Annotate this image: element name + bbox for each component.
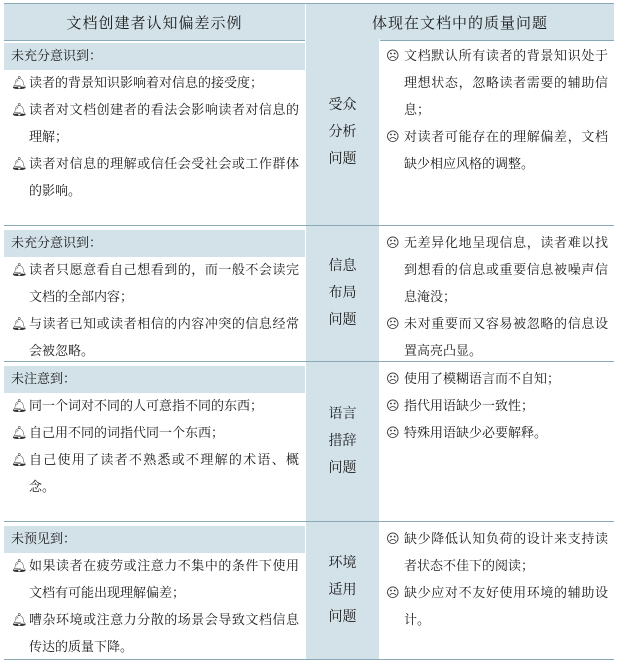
list-item: 🔔︎ 嘈杂环境或注意力分散的场景会导致文档信息传达的质量下降。 xyxy=(11,607,299,661)
category-label: 信息布局问题 xyxy=(328,258,357,328)
list-item: ☹ 缺少应对不友好使用环境的辅助设计。 xyxy=(386,580,608,634)
bell-icon: 🔔︎ xyxy=(11,157,28,172)
table-row xyxy=(4,522,614,660)
list-item: ☹ 特殊用语缺少必要解释。 xyxy=(386,420,608,447)
list-item: 🔔︎ 读者对信息的理解或信任会受社会或工作群体的影响。 xyxy=(11,151,299,205)
list-item: ☹ 文档默认所有读者的背景知识处于理想状态，忽略读者需要的辅助信息； xyxy=(386,43,608,124)
list-item: 🔔︎ 同一个词对不同的人可意指不同的东西； xyxy=(11,393,299,420)
bias-headline: 未注意到： xyxy=(4,366,305,393)
table-row xyxy=(4,362,614,522)
table-row xyxy=(4,226,614,362)
list-item: 🔔︎ 如果读者在疲劳或注意力不集中的条件下使用文档有可能出现理解偏差； xyxy=(11,553,299,607)
list-item: 🔔︎ 读者只愿意看自己想看到的，而一般不会读完文档的全部内容； xyxy=(11,257,299,311)
category-cell xyxy=(305,226,380,361)
list-item: 🔔︎ 与读者已知或读者相信的内容冲突的信息经常会被忽略。 xyxy=(11,311,299,365)
list-item: ☹ 未对重要而又容易被忽略的信息设置高亮凸显。 xyxy=(386,311,608,365)
list-item: ☹ 对读者可能存在的理解偏差，文档缺少相应风格的调整。 xyxy=(386,124,608,178)
bias-headline: 未充分意识到： xyxy=(4,230,305,257)
list-item: ☹ 无差异化地呈现信息，读者难以找到想看的信息或重要信息被噪声信息淹没； xyxy=(386,230,608,311)
bias-cell xyxy=(4,39,305,225)
issue-cell xyxy=(380,522,614,659)
frown-face-icon: ☹ xyxy=(386,49,400,64)
bell-icon: 🔔︎ xyxy=(11,263,28,278)
category-label: 环境适用问题 xyxy=(328,555,357,625)
bell-icon: 🔔︎ xyxy=(11,559,28,574)
bell-icon: 🔔︎ xyxy=(11,103,28,118)
list-item: ☹ 指代用语缺少一致性； xyxy=(386,393,608,420)
bell-icon: 🔔︎ xyxy=(11,399,28,414)
header-left: 文档创建者认知偏差示例 xyxy=(4,4,305,40)
bell-icon: 🔔︎ xyxy=(11,613,28,628)
table-header xyxy=(4,3,614,41)
category-cell xyxy=(305,522,380,659)
bell-icon: 🔔︎ xyxy=(11,76,28,91)
category-label: 受众分析问题 xyxy=(328,96,357,167)
list-item: ☹ 使用了模糊语言而不自知； xyxy=(386,366,608,393)
frown-face-icon: ☹ xyxy=(386,317,400,332)
bias-cell xyxy=(4,226,305,361)
bias-headline: 未充分意识到： xyxy=(4,43,305,70)
frown-face-icon: ☹ xyxy=(386,426,400,441)
frown-face-icon: ☹ xyxy=(386,399,400,414)
frown-face-icon: ☹ xyxy=(386,532,400,547)
bias-cell xyxy=(4,522,305,659)
table-row xyxy=(4,39,614,226)
frown-face-icon: ☹ xyxy=(386,236,400,251)
bell-icon: 🔔︎ xyxy=(11,317,28,332)
category-label: 语言措辞问题 xyxy=(328,406,357,476)
bias-cell xyxy=(4,362,305,521)
header-right: 体现在文档中的质量问题 xyxy=(305,4,614,40)
issue-cell xyxy=(380,39,614,225)
category-cell xyxy=(305,39,380,225)
list-item: 🔔︎ 自己用不同的词指代同一个东西； xyxy=(11,420,299,447)
bell-icon: 🔔︎ xyxy=(11,426,28,441)
bell-icon: 🔔︎ xyxy=(11,453,28,468)
issue-cell xyxy=(380,226,614,361)
list-item: 🔔︎ 读者对文档创建者的看法会影响读者对信息的理解； xyxy=(11,97,299,151)
issue-cell xyxy=(380,362,614,521)
frown-face-icon: ☹ xyxy=(386,130,400,145)
frown-face-icon: ☹ xyxy=(386,372,400,387)
list-item: 🔔︎ 读者的背景知识影响着对信息的接受度； xyxy=(11,70,299,97)
list-item: ☹ 缺少降低认知负荷的设计来支持读者状态不佳下的阅读； xyxy=(386,526,608,580)
bias-headline: 未预见到： xyxy=(4,526,305,553)
category-cell xyxy=(305,362,380,521)
frown-face-icon: ☹ xyxy=(386,586,400,601)
list-item: 🔔︎ 自己使用了读者不熟悉或不理解的术语、概念。 xyxy=(11,447,299,501)
